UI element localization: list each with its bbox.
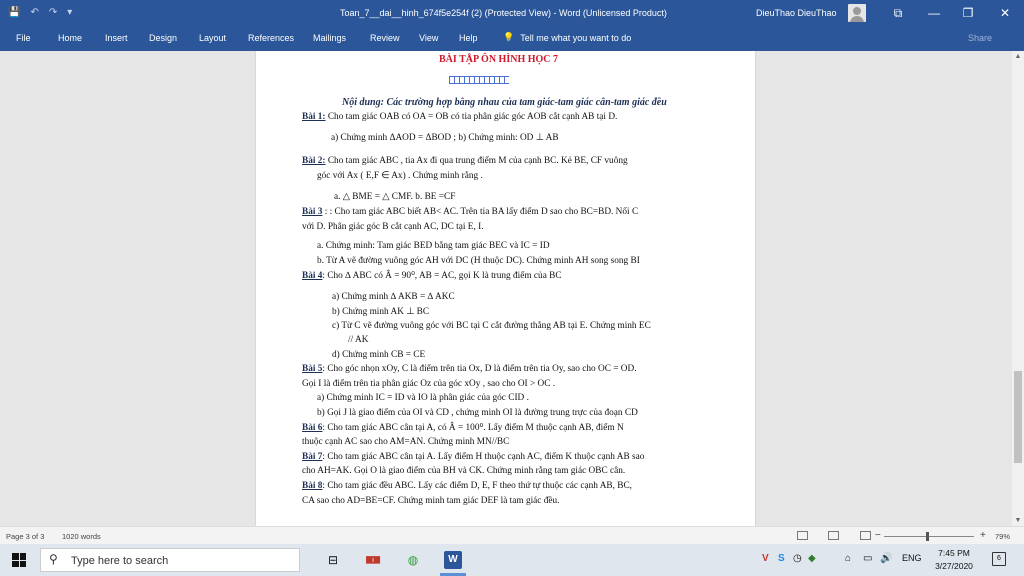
- exercise-line: b. Từ A vẽ đường vuông góc AH với DC (H thuộc DC). Chứng minh AH song song BI: [317, 256, 640, 266]
- zoom-slider-handle[interactable]: [926, 532, 929, 541]
- redo-icon[interactable]: ↷: [48, 7, 58, 18]
- exercise-label: Bài 4: [302, 271, 323, 281]
- exercise-5: [302, 364, 637, 375]
- exercise-line: d) Chứng minh CB = CE: [332, 350, 426, 360]
- exercise-7: [302, 452, 644, 463]
- exercise-line: c) Từ C vẽ đường vuông góc với BC tại C cắt đường thẳng AB tại E. Chứng minh EC: [332, 321, 651, 331]
- document-area[interactable]: [0, 51, 1012, 526]
- decorative-divider: [449, 76, 509, 84]
- tab-design[interactable]: Design: [149, 33, 178, 43]
- exercise-text: Cho tam giác OAB có OA = OB có tia phân giác góc AOB cắt cạnh AB tại D.: [325, 112, 618, 122]
- tell-me-label: Tell me what you want to do: [520, 32, 632, 43]
- user-name[interactable]: DieuThao DieuThao: [756, 8, 837, 18]
- language-indicator[interactable]: ENG: [902, 553, 922, 563]
- exercise-line: // AK: [348, 335, 369, 345]
- tray-v-icon[interactable]: V: [762, 553, 769, 564]
- exercise-text: : Cho tam giác ABC cân tại A, có Â = 100⁰. Lấy điểm M thuộc cạnh AB, điểm N: [322, 423, 624, 433]
- zoom-level[interactable]: 79%: [995, 532, 1011, 541]
- tab-references[interactable]: References: [248, 33, 295, 43]
- network-icon[interactable]: ⌂: [845, 553, 852, 564]
- content-subtitle: Nội dung: Các trường hợp bằng nhau của tam giác-tam giác cân-tam giác đều: [342, 97, 667, 108]
- taskbar: [0, 544, 1024, 576]
- clock-tray-icon[interactable]: ◷: [793, 553, 802, 564]
- exercise-2: [302, 156, 628, 167]
- exercise-8: [302, 481, 632, 492]
- document-page[interactable]: [256, 51, 755, 526]
- unikey-icon[interactable]: 🀰: [364, 553, 382, 567]
- skype-icon[interactable]: S: [778, 553, 785, 564]
- scroll-up-icon[interactable]: ▲: [1014, 53, 1022, 60]
- zoom-in-button[interactable]: +: [980, 530, 986, 541]
- exercise-label: Bài 2:: [302, 156, 326, 166]
- exercise-text: Cho tam giác ABC , tia Ax đi qua trung điểm M của cạnh BC. Kẻ BE, CF vuông: [325, 156, 628, 166]
- read-mode-icon[interactable]: [797, 531, 808, 540]
- exercise-label: Bài 1:: [302, 112, 326, 122]
- quick-access-toolbar: [8, 7, 72, 18]
- taskbar-search-box[interactable]: [40, 548, 300, 572]
- exercise-1: [302, 112, 617, 123]
- exercise-text: : : Cho tam giác ABC biết AB< AC. Trên tia BA lấy điểm D sao cho BC=BD. Nối C: [322, 207, 639, 217]
- customize-toolbar-icon[interactable]: ▾: [67, 7, 73, 18]
- tab-mailings[interactable]: Mailings: [313, 33, 347, 43]
- exercise-4: [302, 271, 562, 282]
- share-button[interactable]: Share: [968, 33, 993, 43]
- exercise-label: Bài 5: [302, 364, 323, 374]
- exercise-text: : Cho góc nhọn xOy, C là điểm trên tia Ox, D là điểm trên tia Oy, sao cho OC = OD.: [322, 364, 637, 374]
- exercise-line: a. Chứng minh: Tam giác BED bằng tam giác BEC và IC = ID: [317, 241, 550, 251]
- document-title-heading: BÀI TẬP ÔN HÌNH HỌC 7: [439, 54, 558, 65]
- tab-home[interactable]: Home: [58, 33, 83, 43]
- exercise-line: b) Chứng minh AK ⊥ BC: [332, 307, 430, 317]
- minimize-button[interactable]: —: [928, 6, 940, 20]
- exercise-line: b) Gọi J là giao điểm của OI và CD , chứng minh OI là đường trung trực của đoạn CD: [317, 408, 638, 418]
- tell-me-search[interactable]: [503, 32, 631, 43]
- exercise-text: : Cho tam giác ABC cân tại A. Lấy điểm H thuộc cạnh AC, điểm K thuộc cạnh AB sao: [322, 452, 645, 462]
- exercise-line: CA sao cho AD=BE=CF. Chứng minh tam giác DEF là tam giác đều.: [302, 496, 560, 506]
- exercise-line: thuộc cạnh AC sao cho AM=AN. Chứng minh MN//BC: [302, 437, 510, 447]
- tab-file[interactable]: File: [16, 33, 31, 43]
- exercise-line: Gọi I là điểm trên tia phân giác Oz của góc xOy , sao cho OI > OC .: [302, 379, 556, 389]
- exercise-3: [302, 207, 638, 218]
- tab-review[interactable]: Review: [370, 33, 400, 43]
- title-bar: [0, 0, 1024, 26]
- tab-layout[interactable]: Layout: [199, 33, 227, 43]
- clock-time: 7:45 PM: [938, 548, 970, 558]
- ribbon-tabs: [0, 26, 1024, 51]
- search-placeholder: Type here to search: [71, 555, 169, 567]
- exercise-line: a) Chứng minh IC = ID và IO là phân giác của góc CID .: [317, 393, 529, 403]
- tab-help[interactable]: Help: [459, 33, 478, 43]
- scroll-down-icon[interactable]: ▼: [1014, 517, 1022, 524]
- exercise-6: [302, 423, 624, 434]
- exercise-line: với D. Phân giác góc B cắt cạnh AC, DC tại E, I.: [302, 222, 484, 232]
- shield-icon[interactable]: ◆: [808, 553, 816, 564]
- windows-start-icon[interactable]: [12, 553, 26, 567]
- zoom-out-button[interactable]: −: [875, 530, 881, 541]
- restore-button[interactable]: ❐: [962, 6, 974, 20]
- browser-icon[interactable]: ◍: [407, 553, 419, 567]
- volume-icon[interactable]: 🔊: [880, 553, 893, 564]
- undo-icon[interactable]: ↶: [30, 7, 39, 18]
- exercise-text: : Cho tam giác đều ABC. Lấy các điểm D, E, F theo thứ tự thuộc các cạnh AB, BC,: [322, 481, 632, 491]
- save-icon[interactable]: 💾: [8, 7, 21, 18]
- document-title: Toan_7__dai__hinh_674f5e254f (2) (Protected View) - Word (Unlicensed Product): [340, 8, 667, 18]
- exercise-line: cho AH=AK. Gọi O là giao điểm của BH và CK. Chứng minh rằng tam giác OBC cân.: [302, 466, 626, 476]
- print-layout-icon[interactable]: [828, 531, 839, 540]
- exercise-label: Bài 3: [302, 207, 323, 217]
- exercise-line: a) Chứng minh ΔAOD = ΔBOD ; b) Chứng minh: OD ⊥ AB: [331, 133, 559, 143]
- scrollbar-thumb[interactable]: [1014, 371, 1022, 463]
- zoom-slider[interactable]: [884, 536, 974, 537]
- exercise-label: Bài 6: [302, 423, 323, 433]
- exercise-line: a) Chứng minh ∆ AKB = ∆ AKC: [332, 292, 455, 302]
- web-layout-icon[interactable]: [860, 531, 871, 540]
- lightbulb-icon: 💡: [503, 32, 515, 42]
- exercise-line: góc với Ax ( E,F ∈ Ax) . Chứng minh rằng .: [317, 171, 483, 181]
- battery-icon[interactable]: ▭: [863, 553, 873, 564]
- task-view-icon[interactable]: ⊟: [327, 553, 339, 567]
- close-button[interactable]: ✕: [999, 6, 1011, 20]
- exercise-label: Bài 7: [302, 452, 323, 462]
- word-app-icon[interactable]: W: [444, 551, 462, 569]
- vertical-scrollbar[interactable]: [1012, 51, 1024, 526]
- word-count[interactable]: 1020 words: [62, 532, 101, 541]
- status-bar: [0, 526, 1024, 544]
- search-icon: ⚲: [49, 552, 58, 566]
- tab-view[interactable]: View: [419, 33, 439, 43]
- clock[interactable]: [926, 547, 982, 573]
- clock-date: 3/27/2020: [935, 561, 973, 571]
- exercise-line: a. △ BME = △ CMF. b. BE =CF: [334, 192, 456, 202]
- notification-center-icon[interactable]: 6: [992, 552, 1006, 566]
- exercise-label: Bài 8: [302, 481, 323, 491]
- exercise-text: : Cho ∆ ABC có Â = 90⁰, AB = AC, gọi K là trung điểm của BC: [322, 271, 562, 281]
- avatar[interactable]: [848, 4, 866, 22]
- ribbon-display-options-icon[interactable]: ⧉: [893, 6, 903, 20]
- page-count[interactable]: Page 3 of 3: [6, 532, 45, 541]
- tab-insert[interactable]: Insert: [105, 33, 128, 43]
